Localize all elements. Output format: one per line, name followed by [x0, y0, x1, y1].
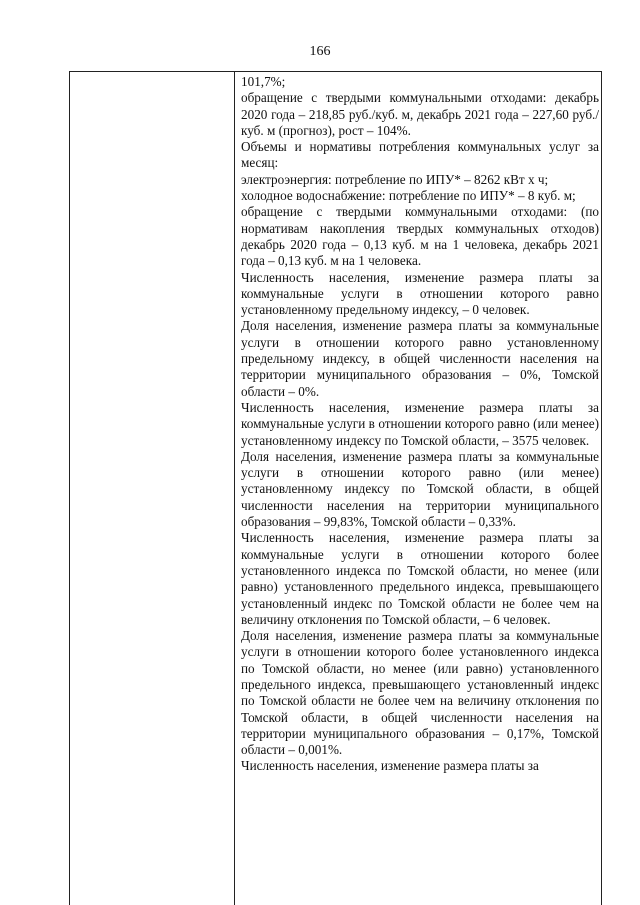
paragraph: 101,7%; — [241, 74, 286, 89]
paragraph: Доля населения, изменение размера платы за коммунальные услуги в отношении которого равно установленному предельному индексу, в общей численности населения на территории муниципального образования – 0%, Томской области – 0%. — [241, 318, 599, 399]
paragraph: холодное водоснабжение: потребление по ИПУ* – 8 куб. м; — [241, 188, 576, 204]
paragraph: обращение с твердыми коммунальными отходами: декабрь 2020 года – 218,85 руб./куб. м, декабрь 2021 года – 227,60 руб./куб. м (прогноз), рост – 104%. — [241, 90, 599, 138]
paragraph: Численность населения, изменение размера платы за — [241, 758, 539, 774]
paragraph: Доля населения, изменение размера платы за коммунальные услуги в отношении которого более установленного индекса по Томской области, но менее (или равно) установленного предельного индекса, превышающего установленный индекс по Томской области не более чем на величину отклонения по Томской области, в общей численности населения на территории муниципального образования – 0,17%, Томской области – 0,001%. — [241, 628, 599, 758]
paragraph: Численность населения, изменение размера платы за коммунальные услуги в отношении которого более установленного индекса по Томской области, но менее (или равно) установленного предельного индекса, превышающего установленный индекс по Томской области не более чем на величину отклонения по Томской области, – 6 человек. — [241, 530, 599, 627]
paragraph: Объемы и нормативы потребления коммунальных услуг за месяц: — [241, 139, 599, 171]
document-table — [69, 71, 602, 905]
paragraph: Численность населения, изменение размера платы за коммунальные услуги в отношении которого равно установленному предельному индексу, – 0 человек. — [241, 269, 599, 318]
page-number: 166 — [309, 44, 331, 59]
paragraph: Численность населения, изменение размера платы за коммунальные услуги в отношении которого равно (или менее) установленному индексу по Томской области, – 3575 человек. — [241, 399, 599, 448]
column-divider — [234, 72, 235, 905]
right-column-cell — [241, 74, 599, 775]
left-column-cell — [70, 72, 234, 905]
paragraph: электроэнергия: потребление по ИПУ* – 8262 кВт х ч; — [241, 171, 549, 187]
paragraph: Доля населения, изменение размера платы за коммунальные услуги в отношении которого равно (или менее) установленному индексу по Томской области, в общей численности населения на территории муниципального образования – 99,83%, Томской области – 0,33%. — [241, 448, 599, 530]
paragraph: обращение с твердыми коммунальными отходами: (по нормативам накопления твердых коммунальных отходов) декабрь 2020 года – 0,13 куб. м на 1 человека, декабрь 2021 года – 0,13 куб. м на 1 человека. — [241, 204, 599, 269]
